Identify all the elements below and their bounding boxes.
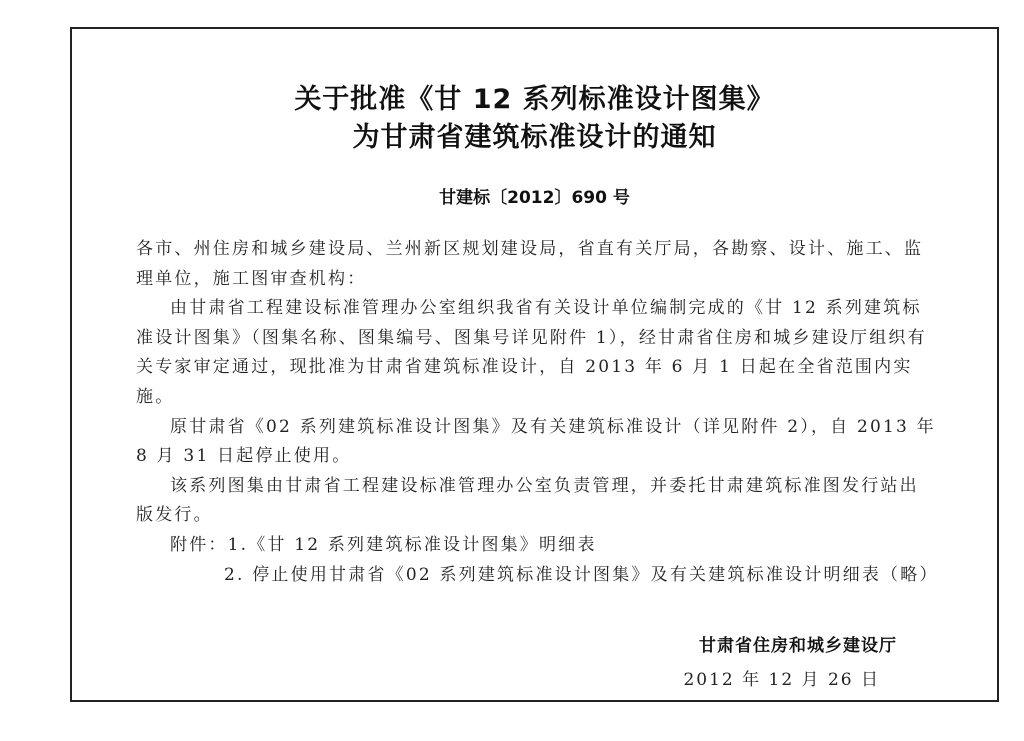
notice-body (136, 235, 939, 590)
addressees: 各市、州住房和城乡建设局、兰州新区规划建设局，省直有关厅局，各勘察、设计、施工、监理单位，施工图审查机构： (136, 239, 924, 289)
title-line-2: 为甘肃省建筑标准设计的通知 (352, 122, 717, 153)
title-line-1: 关于批准《甘 12 系列标准设计图集》 (294, 84, 775, 115)
document-number: 甘建标〔2012〕690 号 (439, 188, 630, 208)
paragraph-discontinue: 原甘肃省《02 系列建筑标准设计图集》及有关建筑标准设计（详见附件 2），自 2013 年 8 月 31 日起停止使用。 (136, 416, 936, 467)
attachment-2: 2. 停止使用甘肃省《02 系列建筑标准设计图集》及有关建筑标准设计明细表（略） (224, 564, 939, 585)
attachment-1: 附件：1.《甘 12 系列建筑标准设计图集》明细表 (170, 534, 597, 555)
issuing-organization: 甘肃省住房和城乡建设厅 (699, 636, 897, 656)
notice-frame (70, 27, 999, 702)
paragraph-management: 该系列图集由甘肃省工程建设标准管理办公室负责管理，并委托甘肃建筑标准图发行站出版发行。 (136, 475, 919, 526)
issue-date: 2012 年 12 月 26 日 (683, 670, 880, 690)
paragraph-approval: 由甘肃省工程建设标准管理办公室组织我省有关设计单位编制完成的《甘 12 系列建筑标准设计图集》（图集名称、图集编号、图集号详见附件 1），经甘肃省住房和城乡建设厅组织有关专家审定通过，现批准为甘肃省建筑标准设计，自 2013 年 6 月 1 日起在全省范围内实施。 (136, 298, 927, 407)
